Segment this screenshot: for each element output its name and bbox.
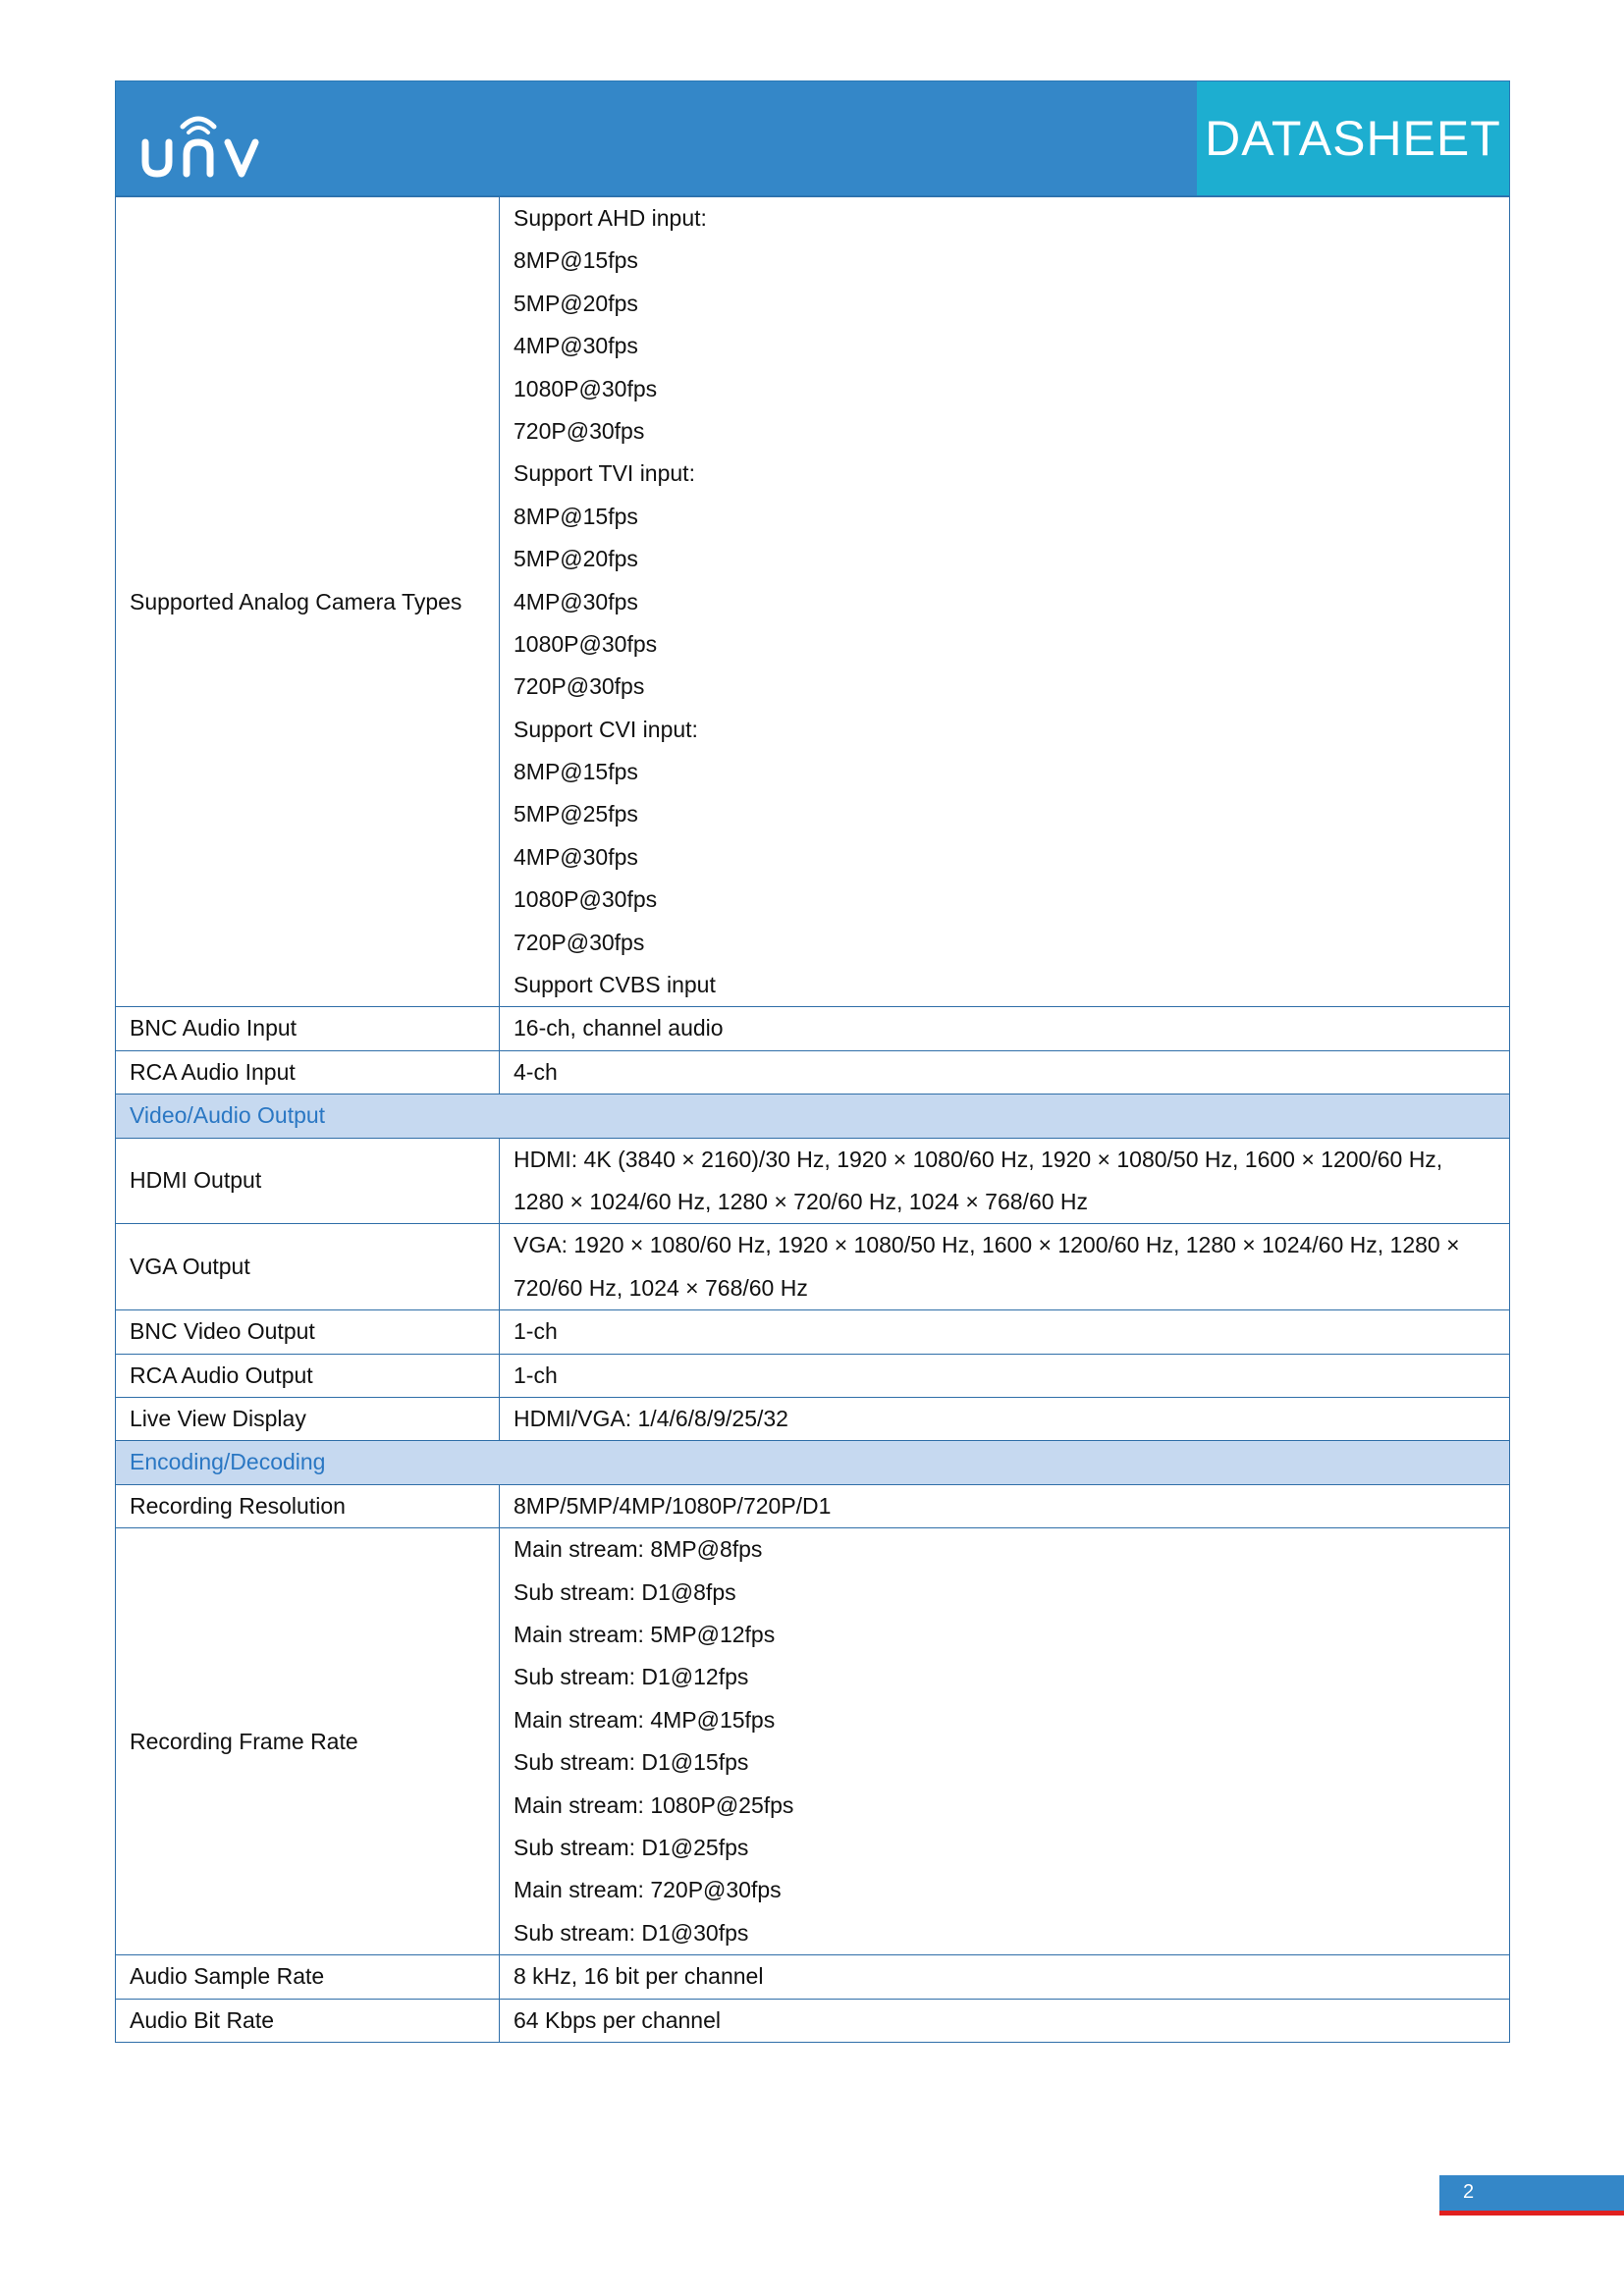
list-item: 720P@30fps	[514, 417, 645, 444]
analog-types-cell	[500, 197, 1510, 1007]
table-row	[116, 1050, 1510, 1094]
table-row	[116, 1007, 1510, 1050]
list-item: Main stream: 4MP@15fps	[514, 1706, 776, 1733]
list-item: 8MP@15fps	[514, 247, 638, 274]
row-value: 8MP/5MP/4MP/1080P/720P/D1	[500, 1484, 1510, 1527]
section-header-encoding	[116, 1441, 1510, 1484]
list-item: Main stream: 5MP@12fps	[514, 1622, 776, 1648]
row-label: BNC Audio Input	[116, 1007, 500, 1050]
row-label: RCA Audio Output	[116, 1354, 500, 1397]
row-value: 1-ch	[500, 1310, 1510, 1354]
row-value	[500, 1224, 1510, 1310]
page-number: 2	[1463, 2181, 1475, 2203]
row-value: 8 kHz, 16 bit per channel	[500, 1955, 1510, 1999]
list-item: Sub stream: D1@12fps	[514, 1664, 749, 1690]
row-value	[500, 1138, 1510, 1224]
row-label: HDMI Output	[116, 1138, 500, 1224]
row-label: RCA Audio Input	[116, 1050, 500, 1094]
list-item: Sub stream: D1@15fps	[514, 1749, 749, 1776]
table-row	[116, 1955, 1510, 1999]
list-item: 1080P@30fps	[514, 630, 658, 657]
page-header	[115, 80, 1510, 196]
row-label: Audio Bit Rate	[116, 1999, 500, 2042]
list-item: Support CVBS input	[514, 972, 716, 998]
list-item: 720P@30fps	[514, 929, 645, 955]
list-item: 5MP@25fps	[514, 801, 638, 828]
table-row	[116, 1224, 1510, 1310]
datasheet-label: DATASHEET	[1205, 111, 1501, 166]
row-label: Supported Analog Camera Types	[116, 197, 500, 1007]
row-label: BNC Video Output	[116, 1310, 500, 1354]
section-title: Encoding/Decoding	[116, 1441, 1510, 1484]
list-item: Main stream: 1080P@25fps	[514, 1791, 794, 1818]
list-item: 4MP@30fps	[514, 333, 638, 359]
list-item: Main stream: 720P@30fps	[514, 1877, 782, 1903]
list-item: 720P@30fps	[514, 673, 645, 700]
row-value: 1-ch	[500, 1354, 1510, 1397]
section-title: Video/Audio Output	[116, 1095, 1510, 1138]
list-item: 1080P@30fps	[514, 886, 658, 913]
row-value: HDMI/VGA: 1/4/6/8/9/25/32	[500, 1398, 1510, 1441]
list-item: Support TVI input:	[514, 460, 695, 487]
table-row	[116, 1354, 1510, 1397]
list-item: 5MP@20fps	[514, 290, 638, 316]
row-label: Recording Frame Rate	[116, 1528, 500, 1955]
table-row	[116, 1999, 1510, 2042]
section-header-video-audio	[116, 1095, 1510, 1138]
list-item: Sub stream: D1@8fps	[514, 1578, 736, 1605]
row-value: 16-ch, channel audio	[500, 1007, 1510, 1050]
vga-value: VGA: 1920 × 1080/60 Hz, 1920 × 1080/50 Hz, 1600 × 1200/60 Hz, 1280 × 1024/60 Hz, 1280 × 720/60 Hz, 1024 × 768/60 Hz	[514, 1232, 1460, 1301]
list-item: 5MP@20fps	[514, 546, 638, 572]
list-item: 4MP@30fps	[514, 843, 638, 870]
unv-logo	[137, 103, 275, 182]
footer-accent-line	[1439, 2211, 1624, 2216]
list-item: Sub stream: D1@30fps	[514, 1919, 749, 1946]
list-item: 8MP@15fps	[514, 503, 638, 529]
table-row	[116, 1528, 1510, 1955]
row-label: Live View Display	[116, 1398, 500, 1441]
list-item: Support AHD input:	[514, 205, 707, 231]
table-row	[116, 197, 1510, 1007]
table-row	[116, 1398, 1510, 1441]
list-item: Support CVI input:	[514, 716, 698, 742]
list-item: 4MP@30fps	[514, 588, 638, 614]
list-item: 8MP@15fps	[514, 759, 638, 785]
row-label: Audio Sample Rate	[116, 1955, 500, 1999]
table-row	[116, 1484, 1510, 1527]
frame-rate-cell	[500, 1528, 1510, 1955]
hdmi-value: HDMI: 4K (3840 × 2160)/30 Hz, 1920 × 1080/60 Hz, 1920 × 1080/50 Hz, 1600 × 1200/60 Hz, 1280 × 1024/60 Hz, 1280 × 720/60 Hz, 1024 × 768/60 Hz	[514, 1146, 1443, 1215]
row-value: 64 Kbps per channel	[500, 1999, 1510, 2042]
page-number-box	[1439, 2175, 1624, 2211]
row-label: VGA Output	[116, 1224, 500, 1310]
table-row	[116, 1310, 1510, 1354]
datasheet-badge	[1197, 81, 1509, 195]
row-label: Recording Resolution	[116, 1484, 500, 1527]
list-item: Main stream: 8MP@8fps	[514, 1536, 763, 1563]
row-value: 4-ch	[500, 1050, 1510, 1094]
list-item: 1080P@30fps	[514, 375, 658, 401]
list-item: Sub stream: D1@25fps	[514, 1835, 749, 1861]
table-row	[116, 1138, 1510, 1224]
spec-table	[115, 196, 1510, 2043]
